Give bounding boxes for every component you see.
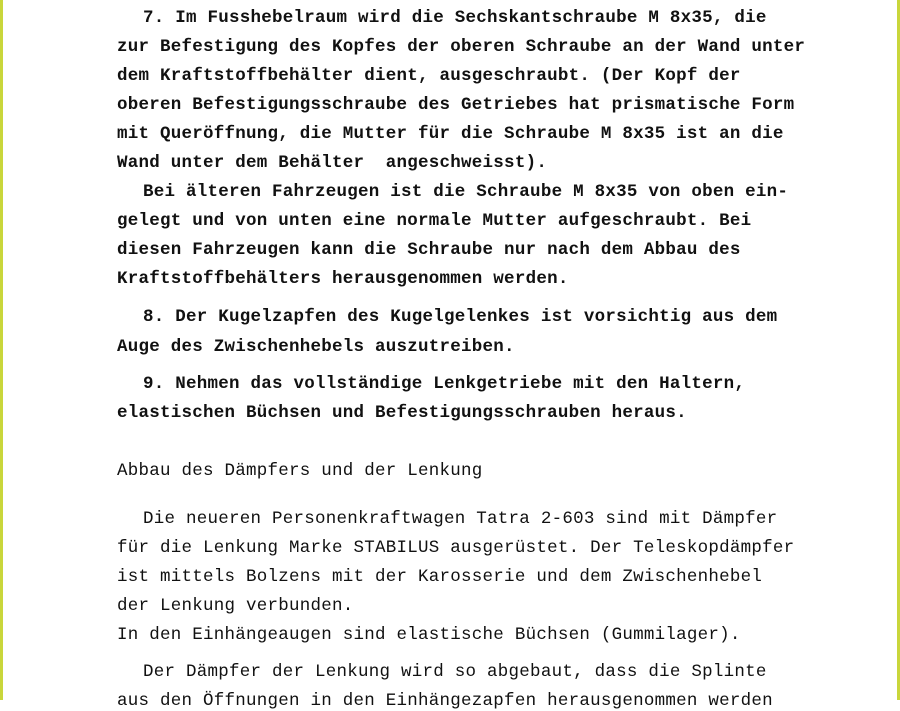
paragraph-1-line-4: der Lenkung verbunden. [117, 596, 354, 616]
item-8-line-1: 8. Der Kugelzapfen des Kugelgelenkes ist vorsichtig aus dem [143, 307, 778, 327]
item-7-line-1: 7. Im Fusshebelraum wird die Sechskantschraube M 8x35, die [143, 8, 767, 28]
paragraph-2-line-2: aus den Öffnungen in den Einhängezapfen herausgenommen werden [117, 691, 773, 711]
paragraph-1-line-2: für die Lenkung Marke STABILUS ausgerüstet. Der Teleskopdämpfer [117, 538, 795, 558]
paragraph-1-line-1: Die neueren Personenkraftwagen Tatra 2-603 sind mit Dämpfer [143, 509, 778, 529]
item-7-line-2: zur Befestigung des Kopfes der oberen Schraube an der Wand unter [117, 37, 806, 57]
item-7-line-3: dem Kraftstoffbehälter dient, ausgeschraubt. (Der Kopf der [117, 66, 741, 86]
paragraph-1-line-3: ist mittels Bolzens mit der Karosserie und dem Zwischenhebel [117, 567, 763, 587]
item-7-line-7: Bei älteren Fahrzeugen ist die Schraube M 8x35 von oben ein- [143, 182, 789, 202]
section-heading: Abbau des Dämpfers und der Lenkung [117, 461, 483, 481]
item-9-line-2: elastischen Büchsen und Befestigungsschrauben heraus. [117, 403, 687, 423]
item-7-line-5: mit Queröffnung, die Mutter für die Schraube M 8x35 ist an die [117, 124, 784, 144]
paragraph-2-line-1: Der Dämpfer der Lenkung wird so abgebaut, dass die Splinte [143, 662, 767, 682]
item-7-line-8: gelegt und von unten eine normale Mutter aufgeschraubt. Bei [117, 211, 752, 231]
item-9-line-1: 9. Nehmen das vollständige Lenkgetriebe mit den Haltern, [143, 374, 746, 394]
item-7-line-4: oberen Befestigungsschraube des Getriebes hat prismatische Form [117, 95, 795, 115]
paragraph-1-line-5: In den Einhängeaugen sind elastische Büchsen (Gummilager). [117, 625, 741, 645]
item-7-line-10: Kraftstoffbehälters herausgenommen werden. [117, 269, 569, 289]
item-7-line-9: diesen Fahrzeugen kann die Schraube nur nach dem Abbau des [117, 240, 741, 260]
item-8-line-2: Auge des Zwischenhebels auszutreiben. [117, 337, 515, 357]
item-7-line-6: Wand unter dem Behälter angeschweisst). [117, 153, 548, 173]
